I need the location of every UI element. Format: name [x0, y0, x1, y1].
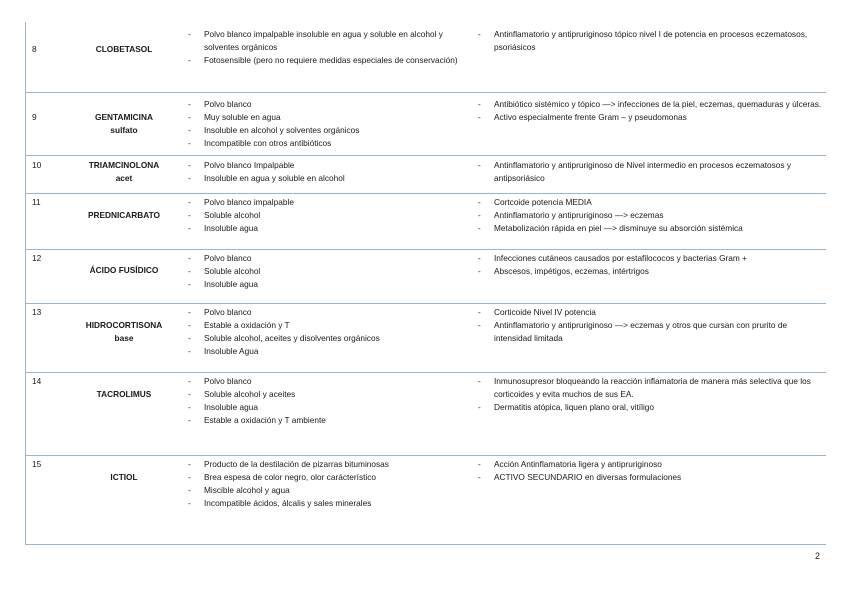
property-item: - Soluble alcohol y aceites	[186, 388, 476, 401]
property-item: - Producto de la destilación de pizarras bituminosas	[186, 458, 476, 471]
drug-name-line: CLOBETASOL	[95, 44, 153, 54]
property-item: - Soluble alcohol	[186, 209, 476, 222]
property-item: - Insoluble en alcohol y solventes orgánicos	[186, 124, 476, 137]
table-row	[25, 303, 826, 372]
drug-name	[62, 155, 186, 193]
drug-name-line: TACROLIMUS	[96, 388, 152, 399]
uses-cell	[476, 372, 826, 455]
uses-cell	[476, 193, 826, 249]
row-number: 12	[25, 249, 62, 303]
drug-name-line: PREDNICARBATO	[87, 209, 161, 220]
table-row	[25, 155, 826, 193]
properties-list	[186, 458, 476, 510]
properties-cell	[186, 22, 476, 92]
property-item: - Polvo blanco	[186, 252, 476, 265]
row-number: 14	[25, 372, 62, 455]
drug-name-line: sulfato	[110, 124, 138, 135]
use-item: - Antinflamatorio y antipruriginoso —> eczemas y otros que cursan con prurito de intensidad limitada	[476, 319, 826, 345]
properties-list	[186, 375, 476, 427]
property-item: - Miscible alcohol y agua	[186, 484, 476, 497]
uses-cell	[476, 303, 826, 372]
property-item: - Insoluble en agua y soluble en alcohol	[186, 172, 476, 185]
properties-cell	[186, 303, 476, 372]
drug-table-body	[25, 22, 826, 544]
property-item: - Soluble alcohol	[186, 265, 476, 278]
property-item: - Muy soluble en agua	[186, 111, 476, 124]
properties-cell	[186, 92, 476, 155]
uses-cell	[476, 22, 826, 92]
table-row	[25, 92, 826, 155]
table-row	[25, 372, 826, 455]
properties-list	[186, 306, 476, 358]
table-row	[25, 193, 826, 249]
use-item: - Antinflamatorio y antipruriginoso de Nivel intermedio en procesos eczematosos y antipsoriásico	[476, 159, 826, 185]
uses-list	[476, 458, 826, 484]
uses-cell	[476, 455, 826, 544]
drug-name-line: TRIAMCINOLONA	[88, 159, 160, 170]
property-item: - Incompatible con otros antibióticos	[186, 137, 476, 150]
use-item: - Activo especialmente frente Gram – y pseudomonas	[476, 111, 826, 124]
property-item: - Polvo blanco	[186, 375, 476, 388]
page-number: 2	[815, 551, 821, 561]
property-item: - Insoluble agua	[186, 222, 476, 235]
use-item: - Antibiótico sistémico y tópico —> infecciones de la piel, eczemas, quemaduras y úlceras.	[476, 98, 826, 111]
uses-list	[476, 196, 826, 235]
property-item: - Polvo blanco impalpable	[186, 196, 476, 209]
use-item: - Corticoide Nivel IV potencia	[476, 306, 826, 319]
property-item: - Polvo blanco	[186, 306, 476, 319]
drug-table	[25, 22, 826, 545]
row-number: 13	[25, 303, 62, 372]
use-item: - Acción Antinflamatoria ligera y antipruriginoso	[476, 458, 826, 471]
drug-name-line: GENTAMICINA	[95, 111, 153, 122]
properties-list	[186, 196, 476, 235]
use-item: - ACTIVO SECUNDARIO en diversas formulaciones	[476, 471, 826, 484]
drug-name-line: ICTIOL	[110, 471, 138, 482]
property-item: - Polvo blanco Impalpable	[186, 159, 476, 172]
row-number: 15	[25, 455, 62, 544]
use-item: - Dermatitis atópica, liquen plano oral, vitíligo	[476, 401, 826, 414]
property-item: - Polvo blanco	[186, 98, 476, 111]
use-item: - Cortcoide potencia MEDIA	[476, 196, 826, 209]
property-item: - Incompatible ácidos, álcalis y sales minerales	[186, 497, 476, 510]
properties-cell	[186, 249, 476, 303]
properties-list	[186, 159, 476, 185]
uses-list	[476, 98, 826, 124]
property-item: - Fotosensible (pero no requiere medidas especiales de conservación)	[186, 54, 476, 67]
property-item: - Estable a oxidación y T ambiente	[186, 414, 476, 427]
drug-name	[62, 193, 186, 249]
uses-list	[476, 306, 826, 345]
properties-cell	[186, 193, 476, 249]
use-item: - Inmunosupresor bloqueando la reacción inflamatoria de manera más selectiva que los corticoides y evita muchos de sus EA.	[476, 375, 826, 401]
uses-cell	[476, 155, 826, 193]
properties-cell	[186, 455, 476, 544]
row-number: 8	[25, 22, 62, 92]
uses-list	[476, 252, 826, 278]
uses-list	[476, 375, 826, 414]
property-item: - Estable a oxidación y T	[186, 319, 476, 332]
drug-name	[62, 372, 186, 455]
drug-name-line: HIDROCORTISONA	[85, 319, 163, 330]
row-number: 10	[25, 155, 62, 193]
use-item: - Antinflamatorio y antipruriginoso tópico nivel I de potencia en procesos eczematosos, psoriásicos	[476, 28, 826, 54]
uses-cell	[476, 249, 826, 303]
use-item: - Metabolización rápida en piel —> disminuye su absorción sistémica	[476, 222, 826, 235]
drug-name-line: ÁCIDO FUSÍDICO	[89, 264, 159, 275]
uses-cell	[476, 92, 826, 155]
uses-list	[476, 159, 826, 185]
drug-name	[62, 249, 186, 303]
table-row	[25, 22, 826, 92]
drug-name	[62, 92, 186, 155]
property-item: - Insoluble agua	[186, 278, 476, 291]
row-number: 11	[25, 193, 62, 249]
properties-cell	[186, 372, 476, 455]
table-row	[25, 455, 826, 544]
properties-list	[186, 98, 476, 150]
use-item: - Antinflamatorio y antipruriginoso —> eczemas	[476, 209, 826, 222]
property-item: - Insoluble Agua	[186, 345, 476, 358]
row-number: 9	[25, 92, 62, 155]
properties-list	[186, 252, 476, 291]
property-item: - Brea espesa de color negro, olor carácterístico	[186, 471, 476, 484]
drug-name-line: acet	[115, 172, 133, 183]
drug-name	[62, 455, 186, 544]
uses-list	[476, 28, 826, 54]
properties-list	[186, 28, 476, 67]
drug-name	[62, 303, 186, 372]
property-item: - Polvo blanco impalpable insoluble en agua y soluble en alcohol y solventes orgánicos	[186, 28, 476, 54]
property-item: - Insoluble agua	[186, 401, 476, 414]
drug-name-line: base	[114, 332, 134, 343]
use-item: - Infecciones cutáneos causados por estafilococos y bacterias Gram +	[476, 252, 826, 265]
use-item: - Abscesos, impétigos, eczemas, intértrigos	[476, 265, 826, 278]
drug-name	[62, 22, 186, 92]
properties-cell	[186, 155, 476, 193]
property-item: - Soluble alcohol, aceites y disolventes orgánicos	[186, 332, 476, 345]
table-row	[25, 249, 826, 303]
